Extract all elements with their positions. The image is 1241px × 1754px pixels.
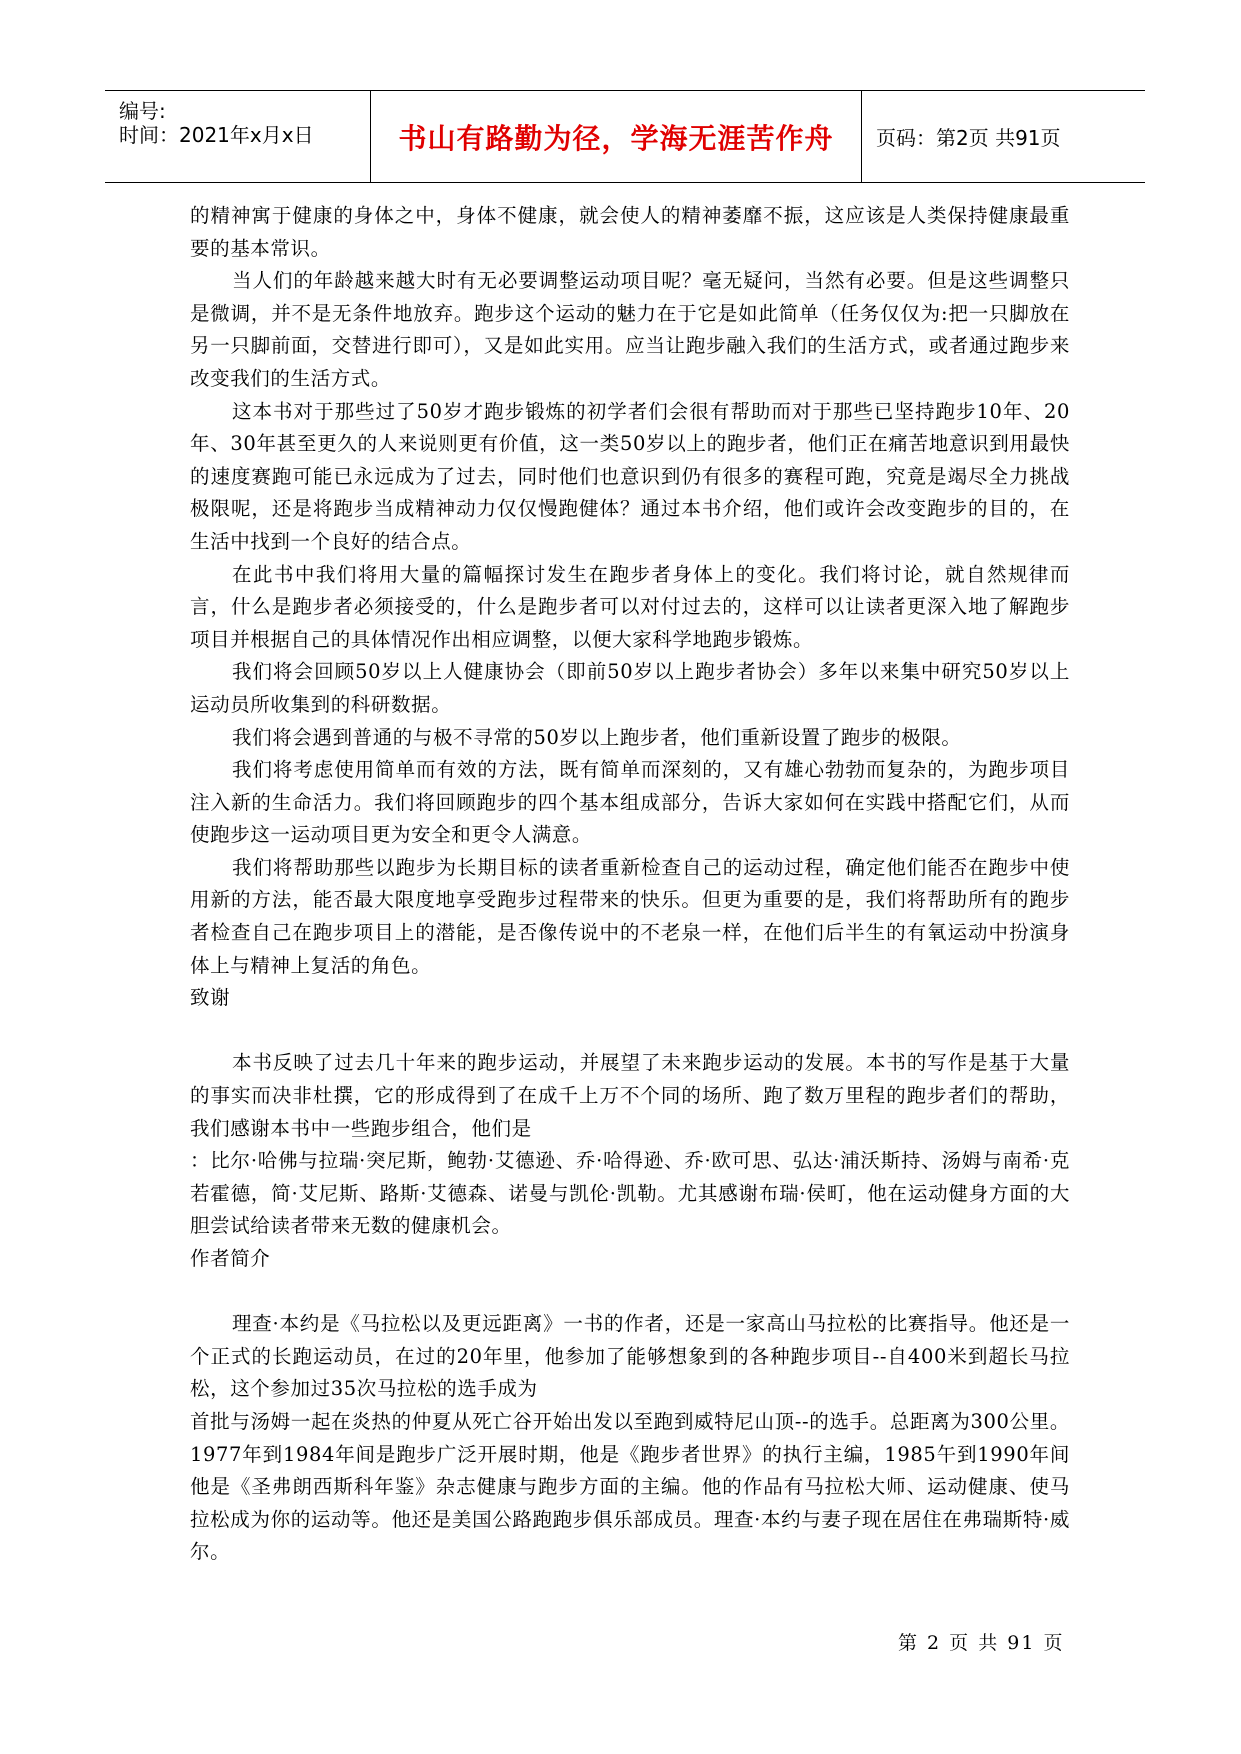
document-number-label: 编号: (119, 99, 166, 123)
body-paragraph: 理查·本约是《马拉松以及更远距离》一书的作者，还是一家高山马拉松的比赛指导。他还是一个正式的长跑运动员，在过的20年里，他参加了能够想象到的各种跑步项目--自400米到超长马拉松，这个参加过35次马拉松的选手成为 (190, 1312, 1070, 1401)
section-heading-author: 作者简介 (190, 1247, 271, 1270)
page-header (105, 90, 1145, 183)
header-page-number: 页码：第2页 共91页 (876, 126, 1061, 150)
page-footer: 第 2 页 共 91 页 (898, 1632, 1065, 1654)
body-paragraph: 本书反映了过去几十年来的跑步运动，并展望了未来跑步运动的发展。本书的写作是基于大量的事实而决非杜撰，它的形成得到了在成千上万不个同的场所、跑了数万里程的跑步者们的帮助，我们感谢本书中一些跑步组合，他们是 (190, 1051, 1070, 1140)
body-paragraph: 我们将会遇到普通的与极不寻常的50岁以上跑步者，他们重新设置了跑步的极限。 (232, 725, 962, 749)
body-paragraph: 当人们的年龄越来越大时有无必要调整运动项目呢？毫无疑问，当然有必要。但是这些调整只是微调，并不是无条件地放弃。跑步这个运动的魅力在于它是如此简单（任务仅仅为:把一只脚放在另一只脚前面，交替进行即可），又是如此实用。应当让跑步融入我们的生活方式，或者通过跑步来改变我们的生活方式。 (190, 269, 1070, 390)
body-paragraph: 这本书对于那些过了50岁才跑步锻炼的初学者们会很有帮助而对于那些已坚持跑步10年、20年、30年甚至更久的人来说则更有价值，这一类50岁以上的跑步者，他们正在痛苦地意识到用最快的速度赛跑可能已永远成为了过去，同时他们也意识到仍有很多的赛程可跑，究竟是竭尽全力挑战极限呢，还是将跑步当成精神动力仅仅慢跑健体？通过本书介绍，他们或许会改变跑步的目的，在生活中找到一个良好的结合点。 (190, 399, 1070, 553)
body-paragraph: 在此书中我们将用大量的篇幅探讨发生在跑步者身体上的变化。我们将讨论，就自然规律而言，什么是跑步者必须接受的，什么是跑步者可以对付过去的，这样可以让读者更深入地了解跑步项目并根据自己的具体情况作出相应调整，以便大家科学地跑步锻炼。 (190, 562, 1070, 651)
header-motto: 书山有路勤为径，学海无涯苦作舟 (398, 121, 834, 155)
document-date-label: 时间：2021年x月x日 (119, 123, 314, 147)
body-paragraph: 我们将考虑使用简单而有效的方法，既有简单而深刻的，又有雄心勃勃而复杂的，为跑步项目注入新的生命活力。我们将回顾跑步的四个基本组成部分，告诉大家如何在实践中搭配它们，从而使跑步这一运动项目更为安全和更令人满意。 (190, 758, 1070, 847)
body-paragraph: 我们将会回顾50岁以上人健康协会（即前50岁以上跑步者协会）多年以来集中研究50岁以上运动员所收集到的科研数据。 (190, 660, 1070, 716)
header-motto-cell (370, 91, 862, 182)
section-heading-acknowledgements: 致谢 (190, 986, 231, 1010)
document-body (190, 200, 1070, 1569)
body-paragraph: 我们将帮助那些以跑步为长期目标的读者重新检查自己的运动过程，确定他们能否在跑步中使用新的方法，能否最大限度地享受跑步过程带来的快乐。但更为重要的是，我们将帮助所有的跑步者检查自己在跑步项目上的潜能，是否像传说中的不老泉一样，在他们后半生的有氧运动中扮演身体上与精神上复活的角色。 (190, 855, 1070, 977)
body-paragraph: ：比尔·哈佛与拉瑞·突尼斯，鲍勃·艾德逊、乔·哈得逊、乔·欧可思、弘达·浦沃斯持、汤姆与南希·克若霍德，简·艾尼斯、路斯·艾德森、诺曼与凯伦·凯勒。尤其感谢布瑞·侯町，他在运动健身方面的大胆尝试给读者带来无数的健康机会。 (190, 1149, 1070, 1238)
header-page-cell (862, 91, 1145, 182)
header-left-cell (105, 91, 370, 182)
body-paragraph: 首批与汤姆一起在炎热的仲夏从死亡谷开始出发以至跑到威特尼山顶--的选手。总距离为300公里。1977年到1984年间是跑步广泛开展时期，他是《跑步者世界》的执行主编，1985午到1990年间他是《圣弗朗西斯科年鉴》杂志健康与跑步方面的主编。他的作品有马拉松大师、运动健康、使马拉松成为你的运动等。他还是美国公路跑跑步俱乐部成员。理查·本约与妻子现在居住在弗瑞斯特·威尔。 (190, 1409, 1070, 1564)
body-paragraph: 的精神寓于健康的身体之中，身体不健康，就会使人的精神萎靡不振，这应该是人类保持健康最重要的基本常识。 (190, 204, 1070, 260)
